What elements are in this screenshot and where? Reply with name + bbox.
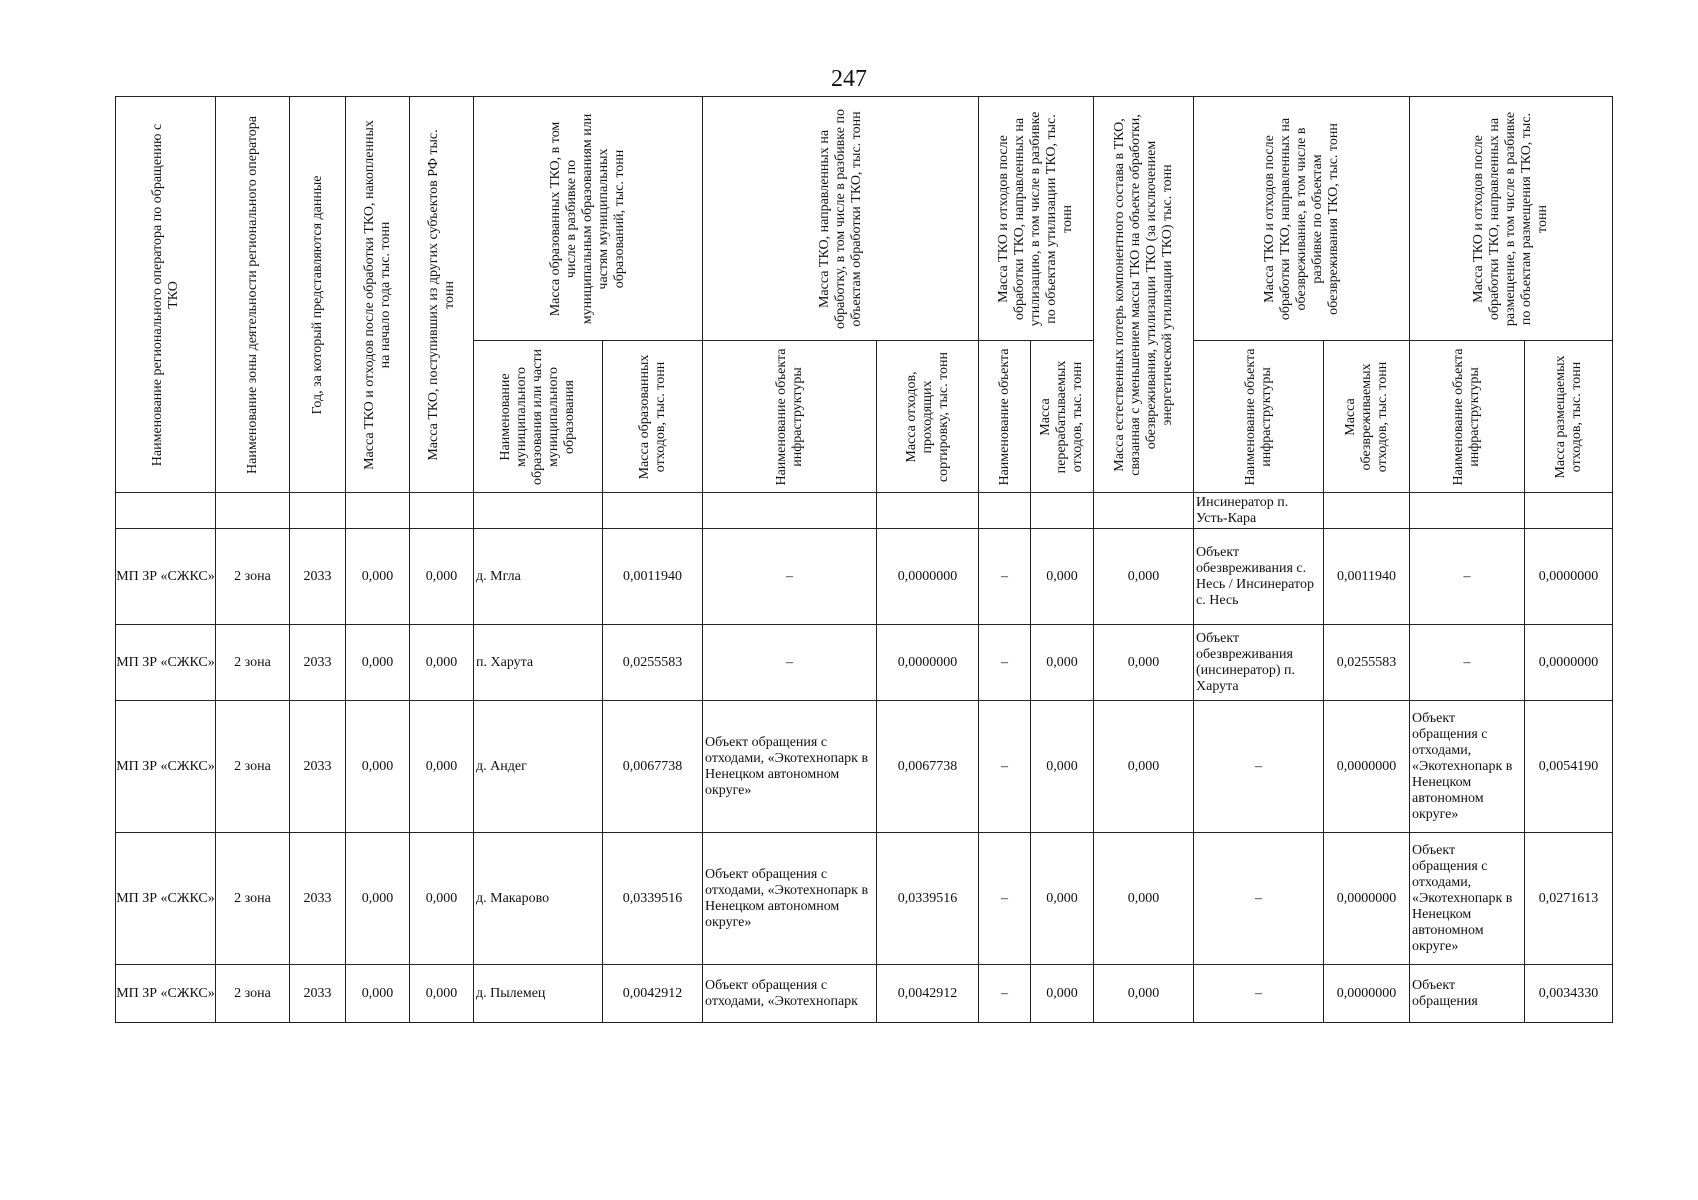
cell-processing-name: –: [703, 625, 877, 701]
cell-year: 2033: [290, 833, 346, 965]
cell-utilization-mass: 0,000: [1031, 701, 1094, 833]
header-processing-group: Масса ТКО, направленных на обработку, в том числе в разбивке по объектам обработки ТКО, тыс. тонн: [703, 97, 979, 341]
header-neutralization-group: Масса ТКО и отходов после обработки ТКО, направленных на обезвреживание, в том числе в разбивке по объектам обезвреживания ТКО, тыс. тонн: [1194, 97, 1410, 341]
cell-losses: 0,000: [1094, 529, 1194, 625]
cell-generated: 0,0011940: [603, 529, 703, 625]
header-losses: Масса естественных потерь компонентного состава в ТКО, связанная с уменьшением массы ТКО на объекте обработки, обезвреживания, утилизации ТКО (за исключением энергетической утилизации ТКО) тыс. тонн: [1094, 97, 1194, 493]
cell-accumulated: 0,000: [346, 701, 410, 833]
page-number: 247: [831, 66, 867, 92]
cell-placement-mass: 0,0034330: [1525, 965, 1613, 1023]
cell-placement-mass: 0,0271613: [1525, 833, 1613, 965]
cell-placement-name: Объект обращения с отходами, «Экотехнопарк в Ненецком автономном округе»: [1410, 833, 1525, 965]
cell-utilization-name: –: [979, 833, 1031, 965]
cell-municipality: п. Харута: [474, 625, 603, 701]
cell-neutralization-mass: 0,0000000: [1324, 701, 1410, 833]
header-from-other: Масса ТКО, поступивших из других субъектов РФ тыс. тонн: [410, 97, 474, 493]
cell-operator: МП ЗР «СЖКС»: [116, 701, 216, 833]
cell-losses: 0,000: [1094, 625, 1194, 701]
header-zone: Наименование зоны деятельности регионального оператора: [216, 97, 290, 493]
cell-processing-mass: 0,0339516: [877, 833, 979, 965]
table-row: [116, 965, 1613, 1023]
cell-processing-mass: 0,0000000: [877, 625, 979, 701]
cell-processing-name: Объект обращения с отходами, «Экотехнопарк в Ненецком автономном округе»: [703, 833, 877, 965]
cell-neutralization-name: Инсинератор п. Усть-Кара: [1194, 493, 1324, 529]
cell-processing-mass: 0,0067738: [877, 701, 979, 833]
cell-from-other: 0,000: [410, 529, 474, 625]
cell-year: 2033: [290, 529, 346, 625]
cell-placement-name: –: [1410, 625, 1525, 701]
cell-utilization-name: –: [979, 625, 1031, 701]
cell-zone: 2 зона: [216, 833, 290, 965]
table-row: [116, 625, 1613, 701]
header-utilization-mass: Масса перерабатываемых отходов, тыс. тонн: [1031, 341, 1094, 493]
cell-neutralization-mass: 0,0000000: [1324, 833, 1410, 965]
cell-accumulated: 0,000: [346, 529, 410, 625]
waste-table: [115, 96, 1613, 1023]
cell-losses: 0,000: [1094, 701, 1194, 833]
cell-neutralization-mass: 0,0011940: [1324, 529, 1410, 625]
cell-zone: 2 зона: [216, 529, 290, 625]
cell-municipality: д. Мгла: [474, 529, 603, 625]
cell-from-other: 0,000: [410, 833, 474, 965]
cell-placement-mass: 0,0054190: [1525, 701, 1613, 833]
table-row: [116, 529, 1613, 625]
cell-processing-mass: 0,0000000: [877, 529, 979, 625]
cell-generated: 0,0255583: [603, 625, 703, 701]
cell-operator: МП ЗР «СЖКС»: [116, 529, 216, 625]
table-row-continuation: [116, 493, 1613, 529]
header-neutralization-mass: Масса обезвреживаемых отходов, тыс. тонн: [1324, 341, 1410, 493]
cell-placement-name: Объект обращения: [1410, 965, 1525, 1023]
header-neutralization-name: Наименование объекта инфраструктуры: [1194, 341, 1324, 493]
cell-accumulated: 0,000: [346, 625, 410, 701]
cell-zone: 2 зона: [216, 625, 290, 701]
cell-accumulated: 0,000: [346, 833, 410, 965]
cell-from-other: 0,000: [410, 701, 474, 833]
cell-neutralization-name: Объект обезвреживания с. Несь / Инсинератор с. Несь: [1194, 529, 1324, 625]
header-accumulated: Масса ТКО и отходов после обработки ТКО, накопленных на начало года тыс. тонн: [346, 97, 410, 493]
cell-placement-mass: 0,0000000: [1525, 625, 1613, 701]
header-processing-name: Наименование объекта инфраструктуры: [703, 341, 877, 493]
cell-municipality: д. Пылемец: [474, 965, 603, 1023]
header-operator: Наименование регионального оператора по обращению с ТКО: [116, 97, 216, 493]
cell-operator: МП ЗР «СЖКС»: [116, 833, 216, 965]
cell-neutralization-name: Объект обезвреживания (инсинератор) п. Харута: [1194, 625, 1324, 701]
cell-generated: 0,0339516: [603, 833, 703, 965]
cell-operator: МП ЗР «СЖКС»: [116, 965, 216, 1023]
cell-placement-name: Объект обращения с отходами, «Экотехнопарк в Ненецком автономном округе»: [1410, 701, 1525, 833]
header-placement-name: Наименование объекта инфраструктуры: [1410, 341, 1525, 493]
cell-municipality: д. Андег: [474, 701, 603, 833]
cell-accumulated: 0,000: [346, 965, 410, 1023]
cell-utilization-name: –: [979, 965, 1031, 1023]
cell-generated: 0,0067738: [603, 701, 703, 833]
cell-neutralization-name: –: [1194, 833, 1324, 965]
cell-processing-name: Объект обращения с отходами, «Экотехнопарк в Ненецком автономном округе»: [703, 701, 877, 833]
cell-utilization-name: –: [979, 701, 1031, 833]
cell-utilization-mass: 0,000: [1031, 833, 1094, 965]
cell-utilization-name: –: [979, 529, 1031, 625]
cell-utilization-mass: 0,000: [1031, 965, 1094, 1023]
table-row: [116, 833, 1613, 965]
header-processing-mass: Масса отходов, проходящих сортировку, тыс. тонн: [877, 341, 979, 493]
cell-zone: 2 зона: [216, 965, 290, 1023]
cell-losses: 0,000: [1094, 965, 1194, 1023]
cell-neutralization-name: –: [1194, 701, 1324, 833]
table-row: [116, 701, 1613, 833]
cell-year: 2033: [290, 965, 346, 1023]
header-generated-mass: Масса образованных отходов, тыс. тонн: [603, 341, 703, 493]
cell-zone: 2 зона: [216, 701, 290, 833]
cell-losses: 0,000: [1094, 833, 1194, 965]
cell-generated: 0,0042912: [603, 965, 703, 1023]
cell-processing-name: –: [703, 529, 877, 625]
cell-neutralization-name: –: [1194, 965, 1324, 1023]
header-generated-group: Масса образованных ТКО, в том числе в разбивке по муниципальным образованиям или частям муниципальных образований, тыс. тонн: [474, 97, 703, 341]
header-generated-name: Наименование муниципального образования или части муниципального образования: [474, 341, 603, 493]
cell-utilization-mass: 0,000: [1031, 625, 1094, 701]
header-placement-group: Масса ТКО и отходов после обработки ТКО, направленных на размещение, в том числе в разбивке по объектам размещения ТКО, тыс. тонн: [1410, 97, 1613, 341]
cell-placement-mass: 0,0000000: [1525, 529, 1613, 625]
cell-neutralization-mass: 0,0000000: [1324, 965, 1410, 1023]
header-placement-mass: Масса размещаемых отходов, тыс. тонн: [1525, 341, 1613, 493]
cell-operator: МП ЗР «СЖКС»: [116, 625, 216, 701]
cell-processing-name: Объект обращения с отходами, «Экотехнопарк: [703, 965, 877, 1023]
cell-neutralization-mass: 0,0255583: [1324, 625, 1410, 701]
cell-municipality: д. Макарово: [474, 833, 603, 965]
cell-placement-name: –: [1410, 529, 1525, 625]
header-year: Год, за который представляются данные: [290, 97, 346, 493]
cell-processing-mass: 0,0042912: [877, 965, 979, 1023]
cell-from-other: 0,000: [410, 965, 474, 1023]
cell-year: 2033: [290, 625, 346, 701]
cell-year: 2033: [290, 701, 346, 833]
header-utilization-name: Наименование объекта: [979, 341, 1031, 493]
cell-from-other: 0,000: [410, 625, 474, 701]
header-utilization-group: Масса ТКО и отходов после обработки ТКО, направленных на утилизацию, в том числе в разбивке по объектам утилизации ТКО, тыс. тонн: [979, 97, 1094, 341]
cell-utilization-mass: 0,000: [1031, 529, 1094, 625]
